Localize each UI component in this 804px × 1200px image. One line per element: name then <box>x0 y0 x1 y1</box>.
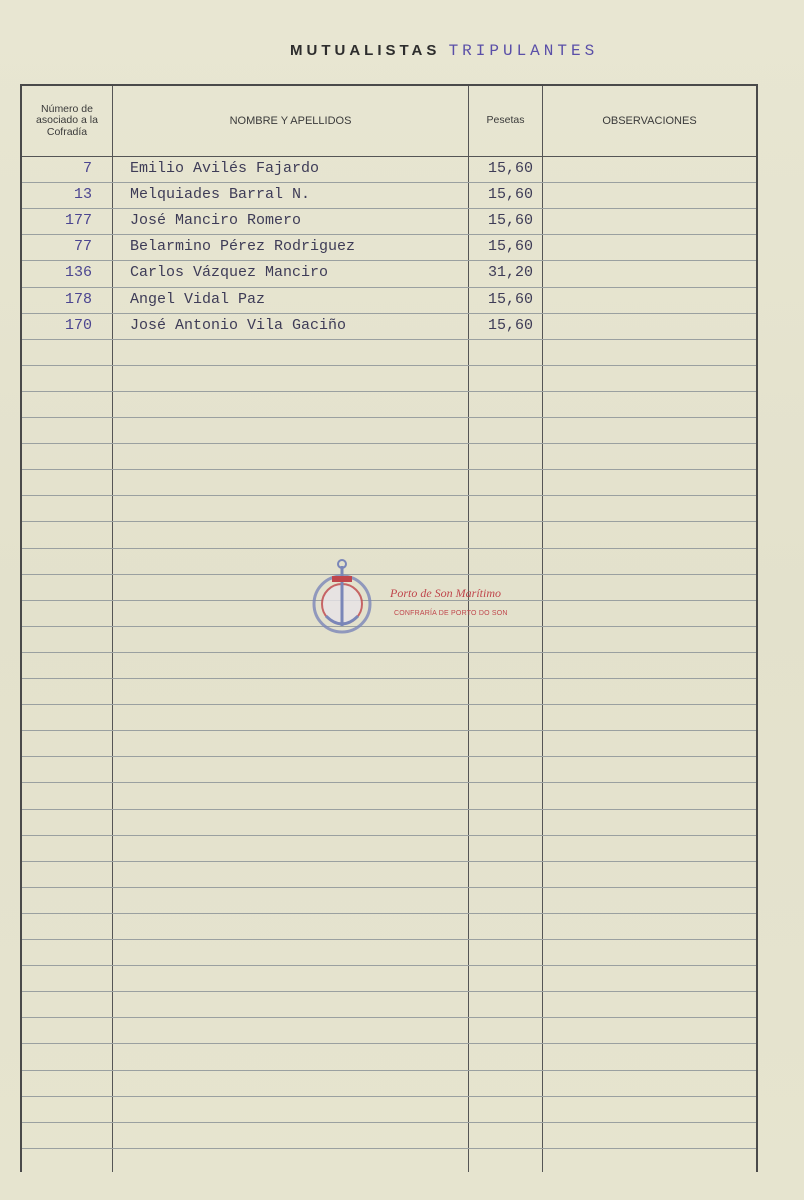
ruled-line <box>22 704 756 705</box>
ruled-line <box>22 913 756 914</box>
ruled-line <box>22 652 756 653</box>
ruled-line <box>22 991 756 992</box>
confraria-stamp <box>306 556 526 642</box>
ruled-line <box>22 1070 756 1071</box>
member-name: José Manciro Romero <box>130 212 302 230</box>
member-number: 136 <box>64 264 92 282</box>
table-row <box>22 260 756 286</box>
ruled-line <box>22 548 756 549</box>
member-name: Carlos Vázquez Manciro <box>130 264 329 282</box>
ruled-line <box>22 339 756 340</box>
ruled-line <box>22 1043 756 1044</box>
pesetas-amount: 15,60 <box>487 212 533 230</box>
ruled-line <box>22 782 756 783</box>
member-number: 170 <box>64 316 92 334</box>
ruled-line <box>22 1096 756 1097</box>
ruled-line <box>22 730 756 731</box>
ruled-line <box>22 469 756 470</box>
table-row <box>22 182 756 208</box>
table-row <box>22 156 756 182</box>
ruled-line <box>22 521 756 522</box>
member-name: Melquiades Barral N. <box>130 186 311 204</box>
ruled-line <box>22 678 756 679</box>
stamp-caption: CONFRARÍA DE PORTO DO SON <box>394 610 508 617</box>
ruled-line <box>22 443 756 444</box>
ruled-line <box>22 939 756 940</box>
ruled-line <box>22 1017 756 1018</box>
header-observations: OBSERVACIONES <box>602 114 697 127</box>
anchor-emblem-icon <box>306 556 386 642</box>
member-number: 178 <box>64 290 92 308</box>
pesetas-amount: 15,60 <box>487 316 533 334</box>
header-pesetas: Pesetas <box>486 114 525 127</box>
member-number: 7 <box>82 160 92 177</box>
member-name: Emilio Avilés Fajardo <box>130 160 320 177</box>
member-name: Angel Vidal Paz <box>130 290 266 308</box>
table-row <box>22 313 756 339</box>
pesetas-amount: 15,60 <box>487 290 533 308</box>
ruled-line <box>22 756 756 757</box>
ruled-line <box>22 391 756 392</box>
header-name: NOMBRE Y APELLIDOS <box>229 114 352 127</box>
ruled-line <box>22 861 756 862</box>
title-bold: MUTUALISTAS <box>290 42 441 59</box>
ruled-line <box>22 965 756 966</box>
page-title <box>290 42 740 60</box>
table-row <box>22 234 756 260</box>
header-number: Número de asociado a la Cofradía <box>36 102 98 138</box>
pesetas-amount: 15,60 <box>487 238 533 256</box>
ruled-line <box>22 1122 756 1123</box>
ruled-line <box>22 495 756 496</box>
title-typed: TRIPULANTES <box>448 42 599 60</box>
member-name: José Antonio Vila Gaciño <box>130 316 347 334</box>
ruled-line <box>22 1148 756 1149</box>
ruled-line <box>22 417 756 418</box>
pesetas-amount: 15,60 <box>487 160 533 177</box>
pesetas-amount: 31,20 <box>487 264 533 282</box>
ruled-line <box>22 835 756 836</box>
ruled-line <box>22 887 756 888</box>
pesetas-amount: 15,60 <box>487 186 533 204</box>
table-row <box>22 287 756 313</box>
table-row <box>22 208 756 234</box>
member-number: 77 <box>73 238 92 256</box>
ruled-line <box>22 809 756 810</box>
member-name: Belarmino Pérez Rodriguez <box>130 238 356 256</box>
ruled-line <box>22 365 756 366</box>
member-number: 13 <box>73 186 92 204</box>
member-number: 177 <box>64 212 92 230</box>
stamp-script: Porto de Son Marítimo <box>390 586 501 600</box>
